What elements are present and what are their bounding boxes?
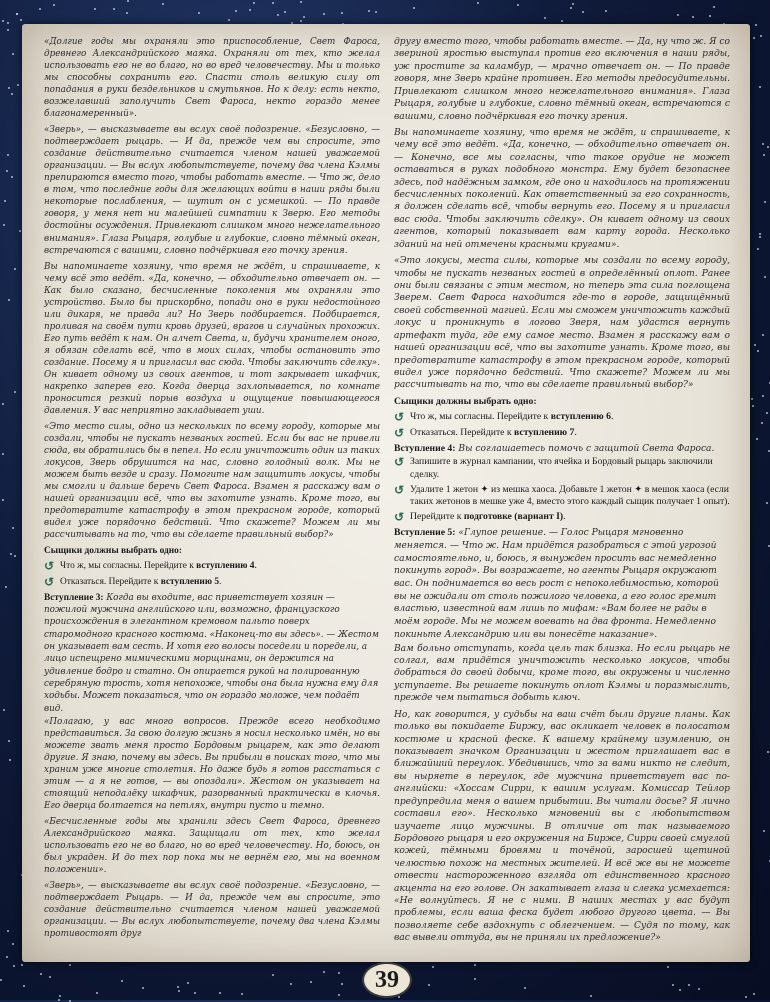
star-dot	[11, 93, 13, 95]
choice-option	[44, 576, 380, 590]
star-dot	[20, 19, 22, 21]
star-dot	[2, 453, 4, 455]
option-target: подготовке (вариант I)	[463, 511, 564, 523]
star-dot	[582, 11, 584, 13]
star-dot	[757, 350, 759, 352]
star-dot	[2, 403, 4, 405]
star-dot	[432, 966, 434, 968]
star-dot	[752, 405, 754, 407]
star-dot	[698, 988, 700, 990]
star-dot	[754, 344, 756, 346]
star-dot	[766, 502, 768, 504]
star-dot	[2, 20, 4, 22]
star-dot	[59, 995, 61, 997]
star-dot	[142, 987, 144, 989]
option-target: вступлению 7	[514, 426, 575, 438]
swirl-bullet-icon: ↺	[44, 574, 55, 589]
star-dot	[11, 176, 13, 178]
star-dot	[126, 12, 128, 14]
star-dot	[688, 984, 690, 986]
option-label: Запишите в журнал кампании, что ячейка и Бордовый рыцарь заключили сделку.	[410, 456, 713, 480]
star-dot	[21, 964, 23, 966]
star-dot	[9, 759, 11, 761]
star-dot	[13, 965, 15, 967]
star-dot	[284, 11, 286, 13]
star-dot	[49, 976, 51, 978]
section-entry	[394, 527, 730, 641]
star-dot	[127, 0, 129, 2]
choice-option	[394, 427, 730, 441]
star-dot	[310, 981, 312, 983]
star-dot	[338, 972, 340, 974]
star-dot	[679, 989, 681, 991]
choice-option	[394, 511, 730, 525]
star-dot	[761, 422, 763, 424]
option-text	[410, 411, 730, 424]
star-dot	[756, 438, 758, 440]
star-dot	[6, 170, 8, 172]
star-dot	[121, 980, 123, 982]
option-tail: .	[574, 426, 577, 438]
star-dot	[605, 10, 607, 12]
star-dot	[762, 334, 764, 336]
option-text	[410, 427, 730, 440]
option-label: Что ж, мы согласны. Перейдите к	[410, 410, 549, 422]
star-dot	[16, 13, 18, 15]
star-dot	[745, 996, 747, 998]
star-dot	[235, 10, 237, 12]
option-text	[60, 560, 380, 572]
star-dot	[759, 86, 761, 88]
star-dot	[751, 398, 753, 400]
paragraph: «Зверь», — высказываете вы вслух своё подозрение. «Безусловно, — подтверждает Рыцарь. — И да, прежде чем вы спросите, это создание действительно считается членом нашей уважаемой организации. — Вы вслух любопытствуете, почему два члена Кэлмы противостоят друг	[44, 881, 380, 940]
star-dot	[8, 299, 10, 301]
star-dot	[0, 979, 2, 981]
star-dot	[341, 983, 343, 985]
star-dot	[368, 10, 370, 12]
star-dot	[40, 973, 42, 975]
paragraph: Вы напоминаете хозяину, что время не ждёт, и спрашиваете, к чему всё это ведёт. «Да, конечно, — обходительно отвечает он. — Конечно, все мы согласны, что такое орудие не может оставаться в руках подобного монстра. Ему будет безопаснее здесь, под надёжным замком, где оно и находилось на протяжении бесчисленных поколений. Как ответственный за его сохранность, я должен сделать всё, чтобы вернуть его. Посему я и пригласил вас сюда. Чтобы заключить сделку». Он кивает одному из своих агентов, который показывает вам карту города. Несколько зданий на ней отмечены красными кругами».	[394, 127, 730, 250]
star-dot	[7, 930, 9, 932]
star-dot	[177, 986, 179, 988]
option-target: вступлению 5	[160, 576, 220, 587]
star-dot	[767, 146, 769, 148]
star-dot	[4, 200, 6, 202]
option-target: вступлению 4	[196, 560, 255, 571]
star-dot	[753, 37, 755, 39]
swirl-bullet-icon: ↺	[394, 455, 405, 470]
option-label: Отказаться. Перейдите к	[410, 426, 512, 438]
star-dot	[474, 964, 476, 966]
star-dot	[187, 982, 189, 984]
left-column	[44, 36, 380, 944]
star-dot	[300, 20, 302, 22]
star-dot	[764, 276, 766, 278]
star-dot	[277, 14, 279, 16]
star-dot	[10, 553, 12, 555]
choice-option	[394, 411, 730, 425]
star-dot	[228, 19, 230, 21]
star-dot	[249, 9, 251, 11]
option-label: Отказаться. Перейдите к	[60, 576, 159, 587]
star-dot	[572, 3, 574, 5]
option-label: Что ж, мы согласны. Перейдите к	[60, 560, 194, 571]
star-dot	[672, 984, 674, 986]
paragraph: «Полагаю, у вас много вопросов. Прежде всего необходимо представиться. За свою долгую жизнь я носил несколько имён, но вы можете звать меня просто Бордовым рыцарем, как это делают другие. Я знаю, почему вы здесь. Вы прибыли в поисках того, что мы храним уже многие столетия. Но даже будь я готов расстаться с этим — а я не готов, — вы опоздали». Жестом он указывает на стоящий неподалёку шкафчик, разорванный практически в клочья. Его дверца болтается на петлях, внутри пусто и темно.	[44, 716, 380, 812]
star-dot	[253, 2, 255, 4]
star-dot	[14, 268, 16, 270]
star-dot	[759, 236, 761, 238]
star-dot	[763, 154, 765, 156]
star-dot	[7, 22, 9, 24]
star-dot	[53, 4, 55, 6]
option-tail: .	[563, 511, 566, 523]
star-dot	[12, 53, 14, 55]
choice-option	[44, 560, 380, 574]
star-dot	[709, 15, 711, 17]
star-dot	[762, 143, 764, 145]
star-dot	[323, 13, 325, 15]
star-dot	[39, 8, 41, 10]
section-title: Вступление 4:	[394, 442, 456, 454]
option-text	[410, 484, 730, 509]
star-dot	[17, 84, 19, 86]
choice-heading: Сыщики должны выбрать одно:	[394, 395, 537, 407]
star-dot	[198, 12, 200, 14]
rulebook-page	[22, 24, 750, 962]
star-dot	[474, 978, 476, 980]
star-dot	[162, 3, 164, 5]
star-dot	[300, 1, 302, 3]
swirl-bullet-icon: ↺	[394, 425, 405, 440]
star-dot	[23, 985, 25, 987]
option-tail: .	[610, 410, 614, 422]
section-title: Вступление 3:	[44, 592, 104, 603]
star-dot	[755, 24, 757, 26]
choice-option	[394, 456, 730, 481]
section-title: Вступление 5:	[394, 527, 456, 539]
swirl-bullet-icon: ↺	[394, 482, 405, 497]
section-entry	[44, 592, 380, 715]
paragraph: другу вместо того, чтобы работать вместе. — Да, ну что ж. Я со звериной яростью выступал против его включения в наши ряды, уж простите за каламбур, — мрачно отвечает он. — По правде говоря, мне Зверь крайне противен. Его методы предосудительны. Привлекают слишком много нежелательного внимания». Глаза Рыцаря, голубые и глубокие, словно тёмный океан, встречаются с вашими, словно подчёркивая его точку зрения.	[394, 37, 730, 122]
star-dot	[12, 943, 14, 945]
star-dot	[524, 987, 526, 989]
right-column	[394, 36, 730, 949]
star-dot	[677, 14, 679, 16]
star-dot	[272, 2, 274, 4]
star-dot	[762, 395, 764, 397]
star-dot	[19, 230, 21, 232]
star-dot	[290, 983, 292, 985]
option-text	[410, 511, 730, 524]
star-dot	[2, 499, 4, 501]
star-dot	[8, 87, 10, 89]
star-dot	[12, 527, 14, 529]
swirl-bullet-icon: ↺	[394, 510, 405, 525]
star-dot	[69, 964, 71, 966]
choice-option	[394, 484, 730, 509]
star-dot	[760, 35, 762, 37]
star-dot	[338, 994, 340, 996]
star-dot	[375, 11, 377, 13]
star-dot	[3, 709, 5, 711]
star-dot	[759, 233, 761, 235]
section-entry	[394, 443, 730, 456]
swirl-bullet-icon: ↺	[394, 409, 405, 424]
section-text: Вы соглашаетесь помочь с защитой Света Фароса.	[455, 443, 715, 454]
option-tail: .	[219, 576, 222, 587]
star-dot	[766, 412, 768, 414]
star-dot	[5, 586, 7, 588]
swirl-bullet-icon: ↺	[44, 558, 55, 573]
paragraph: Вы напоминаете хозяину, что время не ждёт, и спрашиваете, к чему всё это ведёт. «Да, конечно, — обходительно отвечает он. — Как было сказано, бесчисленные поколения мы охраняли это устройство. Было бы прискорбно, попади оно в руки недостойного или дикаря, не правда ли? Но Зверь подбирается. Подбирается, проливая на своём пути кровь друзей, врагов и случайных прохожих. Его путь ведёт к нам. Он алчет Света, и, будучи хранителем оного, я обязан сделать всё, что в моих силах, чтобы остановить это создание. Посему я и пригласил вас сюда. Чтобы заключить сделку». Он кивает одному из своих агентов, и тот закрывает шкафчик, накрепко заперев его. Когда дверца захлопывается, по комнате проносится резкий порыв воздуха и ощущение повышающегося давления. У вас неприятно закладывает уши.	[44, 261, 380, 416]
star-dot	[763, 830, 765, 832]
star-dot	[219, 992, 221, 994]
star-dot	[323, 971, 325, 973]
star-dot	[561, 20, 563, 22]
star-dot	[7, 154, 9, 156]
page-number: 39	[362, 962, 412, 998]
option-label: Перейдите к	[410, 511, 462, 523]
star-dot	[14, 555, 16, 557]
option-text	[60, 576, 380, 588]
star-dot	[96, 992, 98, 994]
star-dot	[764, 201, 766, 203]
star-dot	[590, 995, 592, 997]
star-dot	[6, 956, 8, 958]
star-dot	[272, 974, 274, 976]
star-dot	[8, 740, 10, 742]
star-dot	[667, 966, 669, 968]
star-dot	[241, 993, 243, 995]
option-label: Удалите 1 жетон ✦ из мешка хаоса. Добавьте 1 жетон ✦ в мешок хаоса (если таких жетонов в мешке уже 4, вместо этого каждый сыщик получает 1 опыт).	[410, 483, 730, 508]
star-dot	[303, 16, 305, 18]
star-dot	[7, 29, 9, 31]
paragraph: Вам больно отступать, когда цель так близка. Но если рыцарь не солгал, вам придётся уничтожить несколько локусов, чтобы добраться до своей добычи, кроме того, вы окружены и численно уступаете. Вы решаете покинуть оплот Кэлмы и поразмыслить, прежде чем пытаться добыть ключ.	[394, 643, 730, 704]
star-dot	[341, 12, 343, 14]
star-dot	[178, 990, 180, 992]
star-dot	[767, 751, 769, 753]
star-dot	[692, 16, 694, 18]
paragraph: Но, как говорится, у судьбы на ваш счёт были другие планы. Как только вы покидаете Биржу, вас окликает человек в полосатом костюме и красной феске. К вашему крайнему изумлению, он показывает значком Организации и жестом приглашает вас в ближайший переулок. Убедившись, что за вами никто не следит, вы ныряете в переулок, где мужчина приветствует вас по-английски: «Хоссам Сирри, к вашим услугам. Комиссар Тейлор предупредила меня о вашем прибытии. Вы читали досье? Я лично составил его». Несколько мгновений вы с любопытством изучаете лицо мужчины. В отличие от так называемого Бордового рыцаря и его окружения на Бирже, Сирри своей смуглой кожей, тёмными бровями и точёной, заросшей щетиной челюстью похож на местных жителей. И всё же вы не можете отвести настороженного взгляда от единственного красного акцента на его голове. Он закатывает глаза и слегка усмехается: «Не волнуйтесь. Я не с ними. В наших местах у вас будут проблемы, если ваша феска будет любого другого цвета. — Вы позволяете себе вздохнуть с облегчением. — Судя по тому, как вас вывели оттуда, вы не приняли их предложение?»	[394, 709, 730, 944]
star-dot	[477, 2, 479, 4]
star-dot	[113, 8, 115, 10]
star-dot	[413, 7, 415, 9]
option-target: вступлению 6	[550, 410, 611, 422]
paragraph: «Это место силы, одно из нескольких по всему городу, которые мы создали, чтобы не пускать незваных гостей. Если бы вас не привели сюда, вы обратились бы в пепел. Но если уничтожить один из таких локусов, Зверь обрушится на нас, словно голодный волк. Мы не можем быть везде и сразу. Помогите нам защитить локусы, чтобы мы смогли и дальше беречь Свет Фароса. Взамен я расскажу вам о нашей организации всё, что вы захотите узнать. Кроме того, вы предотвратите катастрофу в этом прекрасном городе, который видел уже порядочно бедствий. Что скажете? Можем ли мы рассчитывать на то, что вы сделаете правильный выбор?»	[44, 421, 380, 541]
paragraph: «Долгие годы мы охраняли это приспособление, Свет Фароса, древнего Александрийского маяка. Охраняли от тех, кто желал использовать его не во благо, но во вред человечеству. Мы и только мы способны сохранить его. Спасти столь великую силу от попадания в руки бездельников и смутьянов. Но к делу: есть некто, возжелавший заполучить Свет Фароса, некто гораздо менее благонамеренный».	[44, 37, 380, 120]
star-dot	[194, 992, 196, 994]
option-tail: .	[254, 560, 257, 571]
section-text: Когда вы входите, вас приветствует хозяин — пожилой мужчина английского или, возможно, французского происхождения в элегантном кремовом пальто поверх старомодного красного костюма. «Наконец-то вы здесь». — Жестом он указывает вам сесть. И хотя его волосы поседели и поредели, а лицо испещрено мимическими морщинами, он держится на удивление бодро и статно. Он опирается рукой на полированную серебряную трость, хотя непохоже, чтобы она была нужна ему для ходьбы. Может показаться, что он гораздо моложе, чем подаёт вид.	[44, 592, 379, 714]
star-dot	[14, 391, 16, 393]
paragraph: «Бесчисленные годы мы хранили здесь Свет Фароса, древнего Александрийского маяка. Защищали от тех, кто желал использовать его не во благо, но во вред человечеству. Но, боюсь, он был украден. И до тех пор пока мы не вернём его, мы на военном положении».	[44, 817, 380, 876]
paragraph: «Это локусы, места силы, которые мы создали по всему городу, чтобы не пускать незваных гостей в определённый оплот. Ранее они были связаны с этим местом, но теперь эта сила поглощена Зверем. Свет Фароса находится где-то в городе, защищённый своей собственной магией. Если мы сможем уничтожить каждый локус и проникнуть в логово Зверя, нам удастся вернуть артефакт туда, где ему самое место. Взамен я расскажу вам о нашей организации всё, что вы захотите узнать. Кроме того, вы предотвратите катастрофу в этом прекрасном городе, который видел уже порядочно бедствий. Что скажете? Можем ли мы рассчитывать на то, что вы сделаете правильный выбор?»	[394, 256, 730, 391]
star-dot	[753, 993, 755, 995]
star-dot	[570, 7, 572, 9]
paragraph: «Зверь», — высказываете вы вслух своё подозрение. «Безусловно, — подтверждает рыцарь. — И да, прежде чем вы спросите, это создание действительно считается членом нашей уважаемой организации. — Вы вслух любопытствуете, почему два члена Кэлмы препираются вместо того, чтобы работать вместе. — Что ж, дело в том, что последние годы для желающих войти в наши ряды были некоторые послабления, — шутит он с усмешкой. — По правде говоря, у меня нет ни малейшей симпатии к Зверю. Его методы достойны осуждения. Привлекают слишком много нежелательного внимания». Глаза Рыцаря, голубые и глубокие, словно тёмный океан, встречаются с вашими, словно подчёркивая его точку зрения.	[44, 125, 380, 256]
star-dot	[517, 4, 519, 6]
star-dot	[544, 17, 546, 19]
star-dot	[428, 984, 430, 986]
section-text: «Глупое решение. — Голос Рыцаря мгновенно меняется. — Что ж. Нам придётся разобраться с этой угрозой самостоятельно, и, боюсь, я вынужден просить вас немедленно покинуть город». Вы возражаете, но агенты Рыцаря окружают вас. Он поднимается во весь рост с непоколебимостью, которой вы не ожидали от столь пожилого человека, а его голос гремит властью, известной вам лишь по мифам: «Вам более не рады в моём городе. Мы не можем воевать на два фронта. Немедленно покиньте Александрию или вы понесёте наказание».	[394, 528, 719, 640]
star-dot	[713, 6, 715, 8]
choice-heading: Сыщики должны выбрать одно:	[44, 546, 182, 557]
star-dot	[3, 224, 5, 226]
star-dot	[757, 248, 759, 250]
star-dot	[94, 8, 96, 10]
option-text	[410, 456, 730, 481]
